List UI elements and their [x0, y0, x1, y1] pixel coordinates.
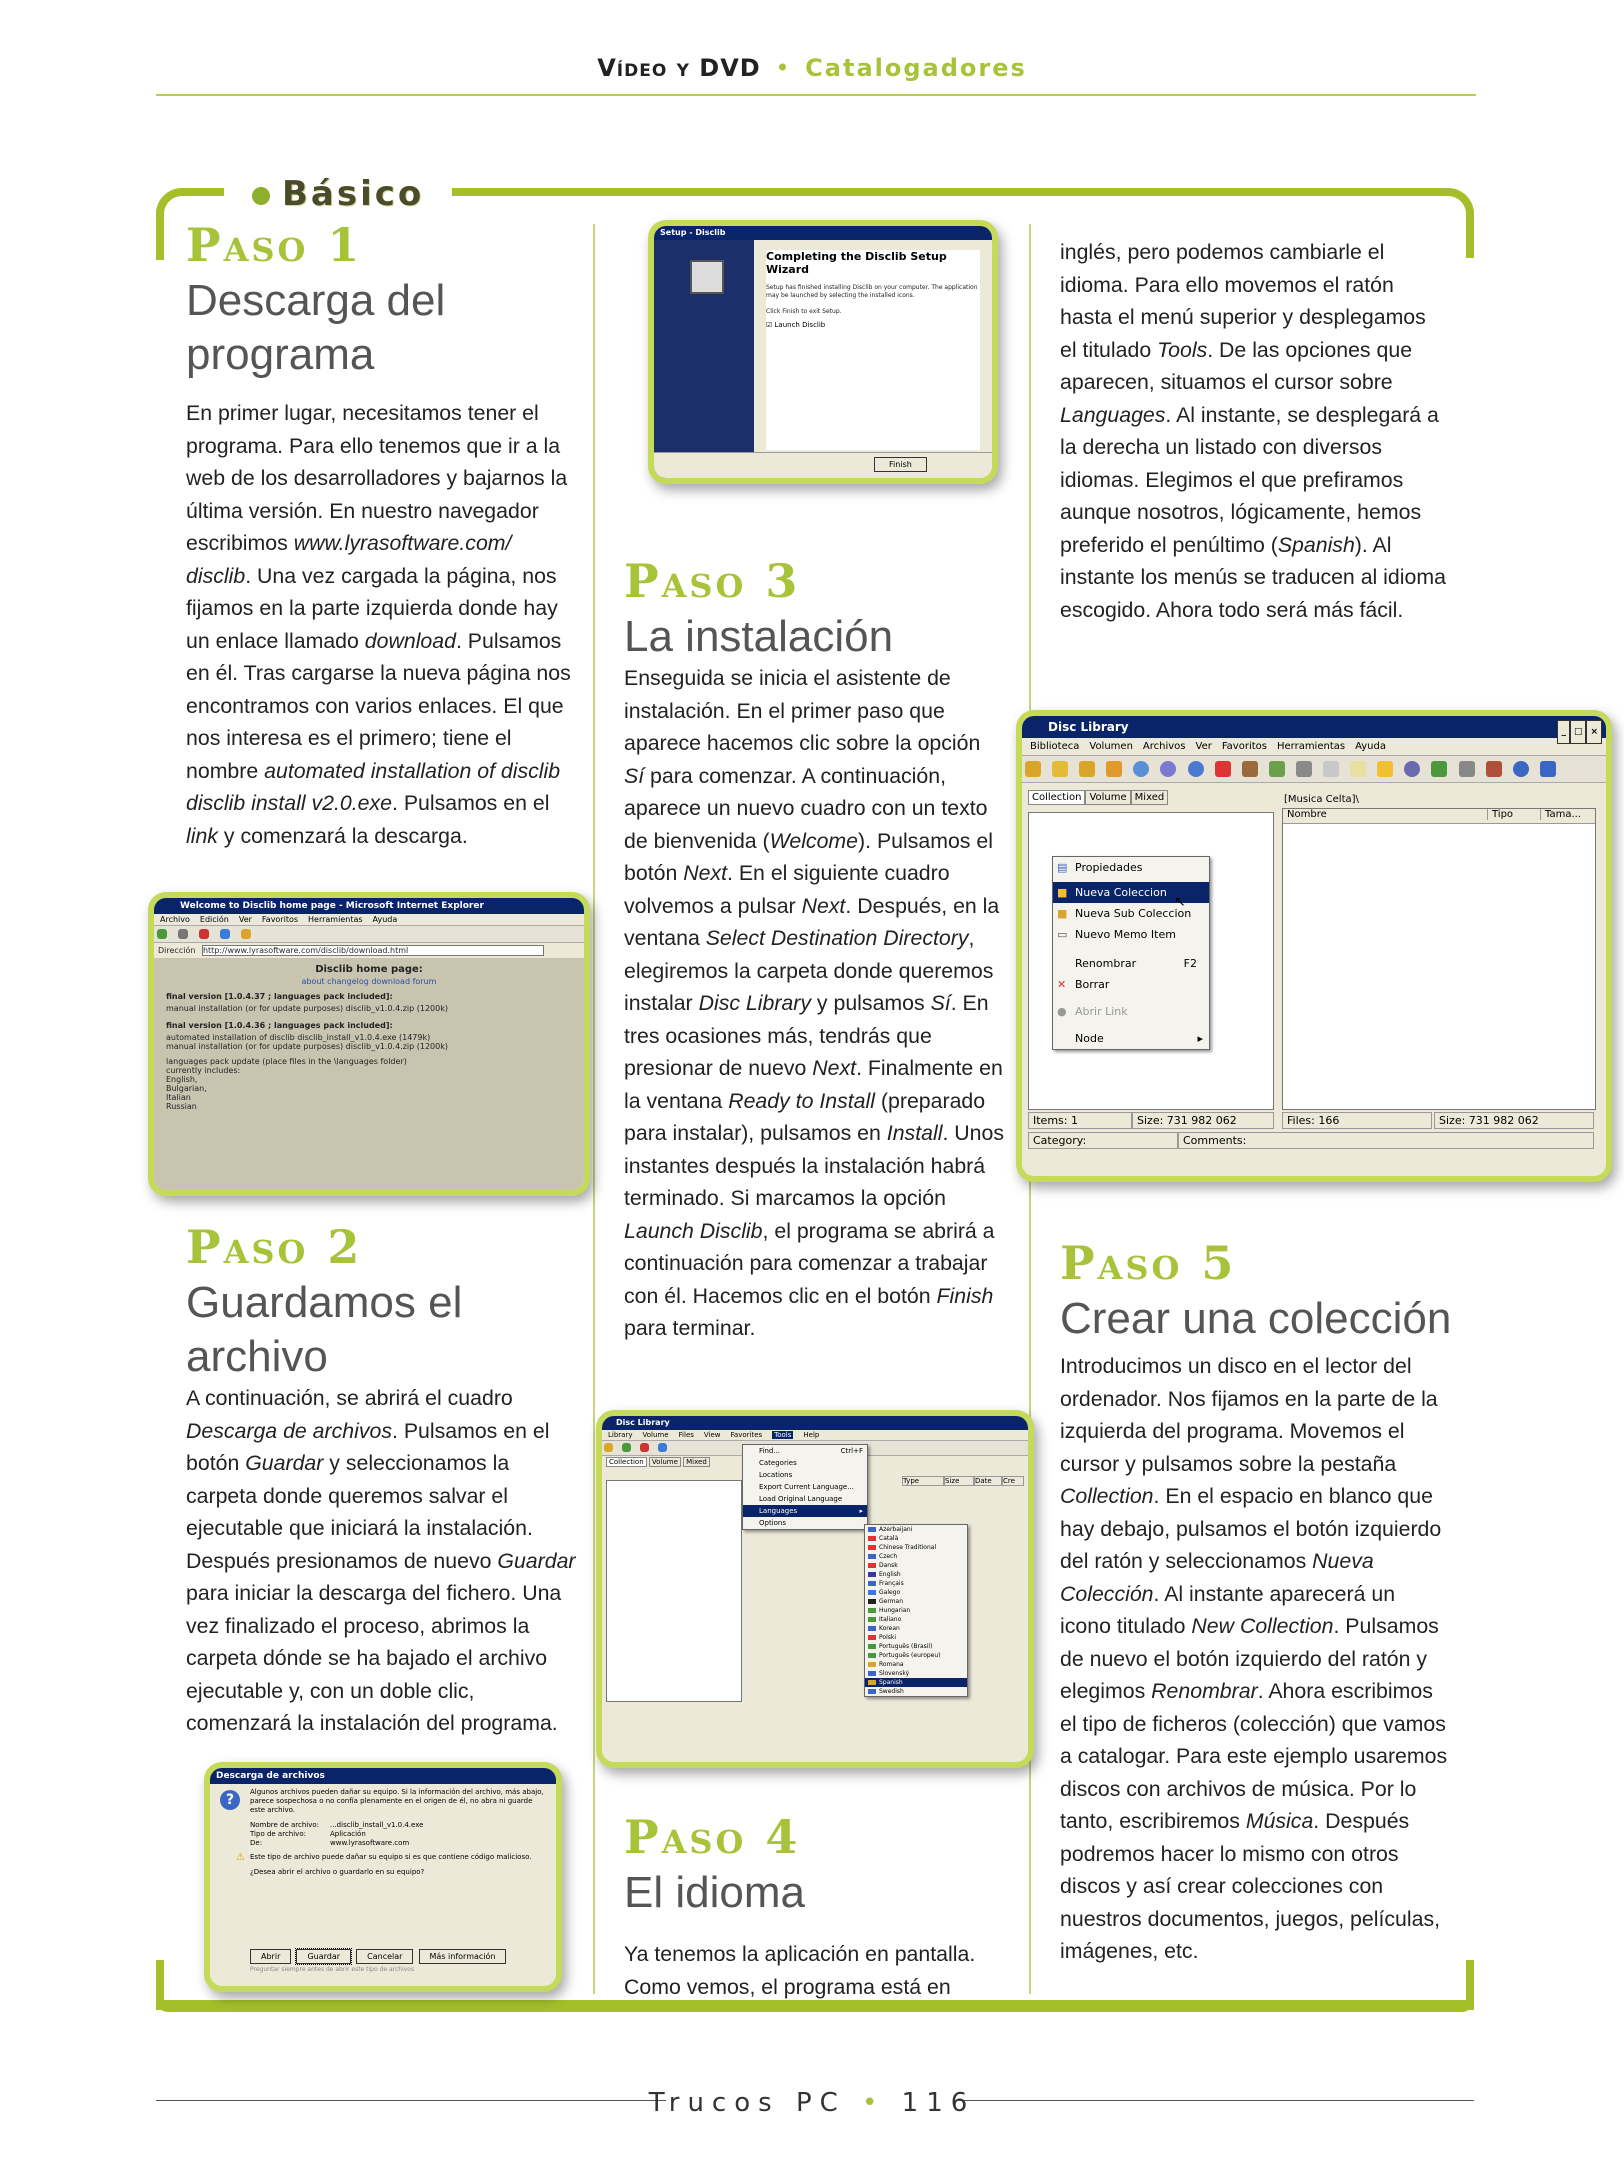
address-label: Dirección: [158, 946, 196, 955]
setup-title: Setup - Disclib: [654, 226, 992, 240]
flag-icon: [868, 1563, 876, 1568]
users-icon[interactable]: [1486, 761, 1502, 777]
flag-icon: [868, 1608, 876, 1613]
field-value: ...disclib_install_v1.0.4.exe: [330, 1821, 424, 1829]
tab-mixed[interactable]: Mixed: [1131, 790, 1169, 805]
paso3-label: Paso 3: [624, 554, 801, 608]
language-item[interactable]: [865, 1660, 967, 1669]
language-item[interactable]: [865, 1651, 967, 1660]
menu-propiedades-label: Propiedades: [1075, 861, 1143, 874]
language-label: Polski: [879, 1634, 897, 1641]
paso4-title: El idioma: [624, 1868, 805, 1917]
properties-icon: ▤: [1057, 861, 1068, 874]
launch-checkbox-label: Launch Disclib: [774, 321, 826, 329]
field-value: www.lyrasoftware.com: [330, 1839, 410, 1847]
subfolder-icon: ■: [1057, 907, 1068, 920]
page-number: 116: [901, 2088, 976, 2118]
col-nombre[interactable]: Nombre: [1283, 809, 1488, 820]
disclib-toolbar: [1022, 756, 1606, 783]
disclib-title-bar: [1022, 716, 1606, 738]
files-pane[interactable]: [1282, 808, 1596, 1110]
report-icon[interactable]: [1323, 761, 1339, 777]
badge-bullet-icon: [252, 187, 270, 205]
menu-item[interactable]: Edición: [199, 915, 229, 924]
page-line[interactable]: manual installation (or for update purposes) disclib_v1.0.4.zip (1200k): [166, 1042, 448, 1051]
page-line[interactable]: manual installation (or for update purposes) disclib_v1.0.4.zip (1200k): [166, 1004, 448, 1013]
setup-screenshot: [648, 220, 998, 484]
flag-icon: [868, 1545, 876, 1550]
flag-icon: [868, 1599, 876, 1604]
forward-icon[interactable]: [178, 929, 188, 939]
language-item[interactable]: [865, 1678, 967, 1687]
help-icon[interactable]: [1513, 761, 1529, 777]
footer-magazine: Trucos PC: [648, 2088, 846, 2118]
page-line: currently includes:: [166, 1066, 241, 1075]
download-field: [250, 1839, 548, 1848]
save-button[interactable]: Guardar: [296, 1949, 351, 1964]
close-icon[interactable]: ×: [1586, 720, 1602, 744]
menu-item[interactable]: Favoritos: [1221, 741, 1267, 752]
menu-languages-label: Languages: [759, 1507, 798, 1515]
disclib-title: Disc Library: [1048, 720, 1129, 734]
download-title: Descarga de archivos: [210, 1768, 556, 1784]
menu-item[interactable]: Archivo: [160, 915, 190, 924]
lang-menubar: [602, 1430, 1028, 1441]
language-item[interactable]: [865, 1525, 967, 1534]
language-label: Korean: [879, 1625, 900, 1632]
paso2-title: Guardamos el archivo: [186, 1278, 463, 1381]
menu-item[interactable]: View: [703, 1431, 721, 1439]
menu-find[interactable]: [743, 1445, 867, 1457]
flag-icon: [868, 1536, 876, 1541]
menu-item[interactable]: Favorites: [730, 1431, 763, 1439]
browser-toolbar: [154, 926, 584, 943]
home-icon[interactable]: [241, 929, 251, 939]
language-label: Português (Brasil): [879, 1643, 933, 1650]
paso3-text: Enseguida se inicia el asistente de instalación. En el primer paso que aparece hacemos clic sobre la opción Sí para comenzar. A continuación, aparece un nuevo cuadro con un texto de bienvenida (Welcome). Pulsamos el botón Next. En el siguiente cuadro volvemos a pulsar Next. Después, en la ventana Select Destination Directory, elegiremos la carpeta donde queremos instalar Disc Library y pulsamos Sí. En tres ocasiones más, tendrás que presionar de nuevo Next. Finalmente en la ventana Ready to Install (preparado para instalar), pulsamos en Install. Unos instantes después la instalación habrá terminado. Si marcamos la opción Launch Disclib, el programa se abrirá a continuación para comenzar a trabajar con él. Hacemos clic en el botón Finish para terminar.: [624, 666, 1004, 1340]
field-label: Tipo de archivo:: [250, 1830, 306, 1838]
flag-icon: [868, 1635, 876, 1640]
tab-mixed[interactable]: Mixed: [683, 1457, 710, 1467]
delete-icon[interactable]: [1215, 761, 1231, 777]
page-footer: [0, 2088, 1624, 2118]
download-field: [250, 1821, 548, 1830]
col-size[interactable]: Size: [944, 1476, 974, 1486]
status-size-right: Size: 731 982 062: [1434, 1112, 1594, 1129]
add-icon[interactable]: [622, 1443, 631, 1452]
delete-icon[interactable]: [640, 1443, 649, 1452]
flag-icon: [868, 1644, 876, 1649]
header-category: Catalogadores: [805, 54, 1027, 82]
flag-icon: [868, 1590, 876, 1595]
window-controls: [1557, 719, 1602, 744]
col-tamano[interactable]: Tama...: [1545, 809, 1581, 820]
open-folder-icon[interactable]: [1025, 761, 1041, 777]
back-icon[interactable]: [157, 929, 167, 939]
menu-item[interactable]: Ver: [1195, 741, 1212, 752]
folder-icon[interactable]: [604, 1443, 613, 1452]
right-path: [Musica Celta]\: [1284, 794, 1359, 805]
page-line: Italian: [166, 1093, 191, 1102]
find-shortcut: Ctrl+F: [840, 1447, 863, 1455]
download-note: Este tipo de archivo puede dañar su equipo si es que contiene código malicioso.: [250, 1853, 532, 1861]
menu-abrir-link: [1053, 1001, 1209, 1022]
search-icon[interactable]: [1296, 761, 1312, 777]
menu-node-label: Node: [1075, 1032, 1104, 1045]
warning-icon: ⚠: [236, 1852, 245, 1863]
paso1-text: En primer lugar, necesitamos tener el programa. Para ello tenemos que ir a la web de los desarrolladores y bajarnos la última versión. En nuestro navegador escribimos www.lyrasoftware.com/ disclib. Una vez cargada la página, nos fijamos en la parte izquierda donde hay un enlace llamado download. Pulsamos en él. Tras cargarse la nueva página nos encontramos con varios enlaces. El que nos interesa es el primero; tiene el nombre automated installation of disclib disclib install v2.0.exe. Pulsamos en el link y comenzará la descarga.: [186, 401, 571, 848]
question-icon: ?: [220, 1790, 240, 1810]
lang-window-title: Disc Library: [602, 1416, 1028, 1430]
menu-export-language[interactable]: Export Current Language...: [759, 1483, 854, 1491]
languages-screenshot: [596, 1410, 1034, 1768]
status-items: Items: 1: [1028, 1112, 1132, 1129]
edit-icon[interactable]: [1106, 761, 1122, 777]
download-field: [250, 1830, 548, 1839]
language-label: Slovenský: [879, 1670, 910, 1677]
setup-footer: [654, 452, 992, 479]
language-label: Romana: [879, 1661, 904, 1668]
page-nav[interactable]: about changelog download forum: [301, 977, 437, 986]
language-item[interactable]: [865, 1579, 967, 1588]
field-value: Aplicación: [330, 1830, 366, 1838]
language-item[interactable]: [865, 1552, 967, 1561]
menu-options[interactable]: Options: [759, 1519, 787, 1527]
setup-box-icon: [690, 260, 724, 294]
header-rule: [156, 94, 1476, 96]
language-item[interactable]: [865, 1633, 967, 1642]
maximize-icon[interactable]: □: [1570, 720, 1587, 744]
lang-columns: [902, 1476, 1024, 1486]
menu-find-label: Find...: [759, 1447, 781, 1455]
info-icon[interactable]: [658, 1443, 667, 1452]
frame-left-top: [156, 210, 164, 260]
language-label: Català: [879, 1535, 899, 1542]
menu-renombrar-label: Renombrar: [1075, 957, 1137, 970]
paso5-text: Introducimos un disco en el lector del ordenador. Nos fijamos en la parte de la izquierda del programa. Movemos el cursor y pulsamos sobre la pestaña Collection. En el espacio en blanco que hay debajo, pulsamos el botón izquierdo del ratón y seleccionamos Nueva Colección. Al instante aparecerá un icono titulado New Collection. Pulsamos de nuevo el botón izquierdo del ratón y elegimos Renombrar. Ahora escribimos el tipo de ficheros (colección) que vamos a catalogar. Para este ejemplo usaremos discos con archivos de música. Por lo tanto, escribiremos Música. Después podremos hacer lo mismo con otros discos y así crear colecciones con nuestros documentos, juegos, películas, imágenes, etc.: [1060, 1354, 1448, 1963]
paso4-text-continued: inglés, pero podemos cambiarle el idioma. Para ello movemos el ratón hasta el menú superior y desplegamos el titulado Tools. De las opciones que aparecen, situamos el cursor sobre Languages. Al instante, se desplegará a la derecha un listado con diversos idiomas. Elegimos el que prefiramos aunque nosotros, lógicamente, hemos preferido el penúltimo (Spanish). Al instante los menús se traducen al idioma escogido. Ahora todo será más fácil.: [1060, 240, 1446, 622]
menu-item[interactable]: Ver: [238, 915, 252, 924]
menu-item[interactable]: Biblioteca: [1030, 741, 1080, 752]
page-line: Bulgarian,: [166, 1084, 207, 1093]
paso1-label: Paso 1: [186, 218, 363, 272]
status-files: Files: 166: [1282, 1112, 1432, 1129]
submenu-arrow-icon: ▸: [1197, 1032, 1203, 1045]
submenu-arrow-icon: ▸: [859, 1507, 863, 1515]
flag-icon: [868, 1572, 876, 1577]
language-item[interactable]: [865, 1669, 967, 1678]
address-input[interactable]: http://www.lyrasoftware.com/disclib/download.html: [202, 945, 544, 956]
language-label: Português (europeu): [879, 1652, 941, 1659]
header-separator: •: [775, 54, 791, 82]
menu-abrir-link-label: Abrir Link: [1075, 1005, 1128, 1018]
menu-node[interactable]: [1053, 1028, 1209, 1049]
more-info-button[interactable]: Más información: [419, 1949, 507, 1964]
files-header: [1283, 809, 1595, 824]
footer-separator: •: [862, 2088, 886, 2118]
tab-volume[interactable]: Volume: [649, 1457, 681, 1467]
browser-screenshot: [148, 892, 590, 1196]
memo-icon: ▭: [1057, 928, 1068, 941]
language-label: Swedish: [879, 1688, 904, 1695]
language-item[interactable]: [865, 1606, 967, 1615]
collection-context-menu: [1052, 856, 1210, 1050]
export-icon[interactable]: [1269, 761, 1285, 777]
menu-categories[interactable]: Categories: [759, 1459, 797, 1467]
language-label: Chinese Traditional: [879, 1544, 937, 1551]
tab-volume[interactable]: Volume: [1085, 790, 1130, 805]
field-label: De:: [250, 1839, 263, 1847]
menu-item[interactable]: Herramientas: [1276, 741, 1346, 752]
menu-nueva-coleccion-label: Nueva Coleccion: [1075, 886, 1167, 899]
menu-item[interactable]: Ayuda: [1355, 741, 1386, 752]
paso2-text: A continuación, se abrirá el cuadro Descarga de archivos. Pulsamos en el botón Guardar y seleccionamos la carpeta donde queremos salvar el ejecutable que iniciará la instalación. Después presionamos de nuevo Guardar para iniciar la descarga del fichero. Una vez finalizado el proceso, abrimos la carpeta dónde se ha bajado el archivo ejecutable y, con un doble clic, comenzará la instalación del programa.: [186, 1386, 576, 1735]
flag-icon: [868, 1662, 876, 1667]
menu-nueva-sub-coleccion-label: Nueva Sub Coleccion: [1075, 907, 1192, 920]
flag-icon: [868, 1617, 876, 1622]
address-bar: [154, 943, 584, 958]
field-label: Nombre de archivo:: [250, 1821, 320, 1829]
menu-item[interactable]: Favoritos: [261, 915, 299, 924]
memo-icon[interactable]: [1350, 761, 1366, 777]
menu-item[interactable]: Help: [803, 1431, 820, 1439]
open-button[interactable]: Abrir: [250, 1949, 291, 1964]
properties-icon[interactable]: [1242, 761, 1258, 777]
setup-sidebar: [654, 240, 754, 478]
status-category: Category:: [1028, 1132, 1178, 1149]
paso1-title: Descarga del programa: [186, 276, 446, 379]
flag-icon: [868, 1626, 876, 1631]
col-cre[interactable]: Cre: [1002, 1476, 1024, 1486]
language-item[interactable]: [865, 1561, 967, 1570]
flag-icon: [868, 1554, 876, 1559]
download-note-row: [236, 1852, 548, 1863]
running-header: [0, 54, 1624, 82]
flag-icon: [868, 1581, 876, 1586]
menu-borrar[interactable]: [1053, 974, 1209, 995]
setup-text-1: Setup has finished installing Disclib on your computer. The application may be launched by selecting the installed icons.: [766, 284, 978, 299]
language-label: Galego: [879, 1589, 901, 1596]
refresh-icon[interactable]: [1188, 761, 1204, 777]
language-label: Hungarian: [879, 1607, 911, 1614]
menu-item[interactable]: Archivos: [1142, 741, 1186, 752]
level-badge: [230, 168, 442, 220]
browser-page: [154, 958, 584, 1196]
col-type[interactable]: Type: [902, 1476, 944, 1486]
menu-item[interactable]: Volume: [642, 1431, 669, 1439]
status-size-left: Size: 731 982 062: [1132, 1112, 1274, 1129]
header-section: Vídeo y DVD: [597, 54, 761, 82]
always-ask-checkbox[interactable]: Preguntar siempre antes de abrir este tipo de archivos: [250, 1966, 415, 1973]
language-item[interactable]: [865, 1543, 967, 1552]
menu-propiedades[interactable]: [1053, 857, 1209, 878]
language-label: Czech: [879, 1553, 898, 1560]
language-item[interactable]: [865, 1570, 967, 1579]
disc-icon[interactable]: [1133, 761, 1149, 777]
tab-collection[interactable]: Collection: [606, 1457, 647, 1467]
menu-item[interactable]: Library: [608, 1431, 633, 1439]
col-date[interactable]: Date: [974, 1476, 1002, 1486]
flag-icon: [868, 1671, 876, 1676]
languages-submenu: [864, 1524, 968, 1697]
page-line: English,: [166, 1075, 198, 1084]
cancel-button[interactable]: Cancelar: [356, 1949, 413, 1964]
paso4-text: Ya tenemos la aplicación en pantalla. Como vemos, el programa está en: [624, 1942, 976, 1999]
flag-icon: [868, 1653, 876, 1658]
add-folder-icon[interactable]: [1079, 761, 1095, 777]
flag-icon: [868, 1689, 876, 1694]
disclib-screenshot: [1016, 710, 1612, 1182]
download-warning: Algunos archivos pueden dañar su equipo. Si la información del archivo, más abajo, parece sospechosa o no confía plenamente en el origen de él, no abra ni guarde este archivo.: [250, 1788, 544, 1814]
language-label: English: [879, 1571, 901, 1578]
menu-nuevo-memo-label: Nuevo Memo Item: [1075, 928, 1176, 941]
stop-icon[interactable]: [199, 929, 209, 939]
browser-title: Welcome to Disclib home page - Microsoft Internet Explorer: [154, 898, 584, 914]
download-question: ¿Desea abrir el archivo o guardarlo en su equipo?: [250, 1868, 425, 1876]
language-item[interactable]: [865, 1534, 967, 1543]
level-badge-text: Básico: [282, 174, 425, 214]
language-label: German: [879, 1598, 904, 1605]
menu-locations[interactable]: Locations: [759, 1471, 793, 1479]
column-separator-1: [593, 224, 595, 1994]
menu-nuevo-memo[interactable]: [1053, 924, 1209, 945]
language-label: Azerbaijani: [879, 1526, 913, 1533]
paso2-label: Paso 2: [186, 1220, 363, 1274]
menu-borrar-label: Borrar: [1075, 978, 1110, 991]
rename-shortcut: F2: [1183, 957, 1197, 970]
page-line: final version [1.0.4.36 ; languages pack included]:: [166, 1021, 393, 1030]
language-item[interactable]: [865, 1642, 967, 1651]
language-item[interactable]: [865, 1588, 967, 1597]
menu-item[interactable]: Files: [678, 1431, 694, 1439]
menu-item[interactable]: Tools: [774, 1431, 792, 1439]
link-icon[interactable]: [1431, 761, 1447, 777]
language-label: Spanish: [879, 1679, 903, 1686]
language-label: Français: [879, 1580, 904, 1587]
setup-heading: Completing the Disclib Setup Wizard: [766, 250, 947, 276]
minimize-icon[interactable]: _: [1557, 720, 1570, 744]
menu-item[interactable]: Ayuda: [372, 915, 398, 924]
language-label: Dansk: [879, 1562, 898, 1569]
menu-item[interactable]: Volumen: [1089, 741, 1133, 752]
browser-menubar: [154, 914, 584, 926]
refresh-icon[interactable]: [220, 929, 230, 939]
folder-icon: ■: [1057, 886, 1068, 899]
flag-icon: [868, 1527, 876, 1532]
page-line: final version [1.0.4.37 ; languages pack included]:: [166, 992, 393, 1001]
page-line: Russian: [166, 1102, 197, 1111]
menu-separator: [1053, 945, 1209, 953]
link-icon: ●: [1057, 1005, 1067, 1018]
disclib-tabs: [1028, 792, 1168, 803]
language-item[interactable]: [865, 1597, 967, 1606]
menu-languages[interactable]: [743, 1505, 867, 1517]
paso5-label: Paso 5: [1060, 1236, 1237, 1290]
disclib-menubar: [1022, 738, 1606, 756]
page-line[interactable]: languages pack update (place files in the \languages folder): [166, 1057, 407, 1066]
scan-icon[interactable]: [1160, 761, 1176, 777]
launch-checkbox-row[interactable]: ☑ Launch Disclib: [766, 321, 826, 329]
menu-item[interactable]: Herramientas: [308, 915, 363, 924]
flag-icon: [868, 1680, 876, 1685]
finish-button[interactable]: Finish: [874, 457, 927, 472]
download-dialog-screenshot: [204, 1762, 562, 1992]
download-body: [210, 1784, 556, 1877]
download-buttons: [250, 1944, 506, 1964]
lang-left-pane[interactable]: [606, 1480, 742, 1702]
mouse-cursor-icon: ↖: [1174, 894, 1186, 910]
paso4-label: Paso 4: [624, 1810, 801, 1864]
new-folder-icon[interactable]: [1052, 761, 1068, 777]
col-tipo[interactable]: Tipo: [1488, 809, 1541, 820]
language-item[interactable]: [865, 1624, 967, 1633]
download-icon[interactable]: [1540, 761, 1556, 777]
menu-load-original[interactable]: Load Original Language: [759, 1495, 843, 1503]
language-item[interactable]: [865, 1615, 967, 1624]
paso3-title: La instalación: [624, 612, 894, 661]
tab-collection[interactable]: Collection: [1028, 790, 1085, 805]
setup-content: [766, 250, 980, 450]
delete-x-icon: ✕: [1057, 978, 1067, 991]
paso5-title: Crear una colección: [1060, 1294, 1452, 1343]
status-comments: Comments:: [1178, 1132, 1594, 1149]
page-line[interactable]: automated installation of disclib disclib_install_v1.0.4.exe (1479k): [166, 1033, 431, 1042]
tools-menu: [742, 1444, 868, 1530]
menu-renombrar[interactable]: [1053, 953, 1209, 974]
language-item[interactable]: [865, 1687, 967, 1696]
page-heading: Disclib home page:: [315, 964, 423, 975]
setup-text-2: Click Finish to exit Setup.: [766, 308, 842, 315]
settings-icon[interactable]: [1404, 761, 1420, 777]
language-label: Italiano: [879, 1616, 902, 1623]
favorites-icon[interactable]: [1377, 761, 1393, 777]
grid-icon[interactable]: [1459, 761, 1475, 777]
frame-right-top: [1466, 210, 1474, 258]
